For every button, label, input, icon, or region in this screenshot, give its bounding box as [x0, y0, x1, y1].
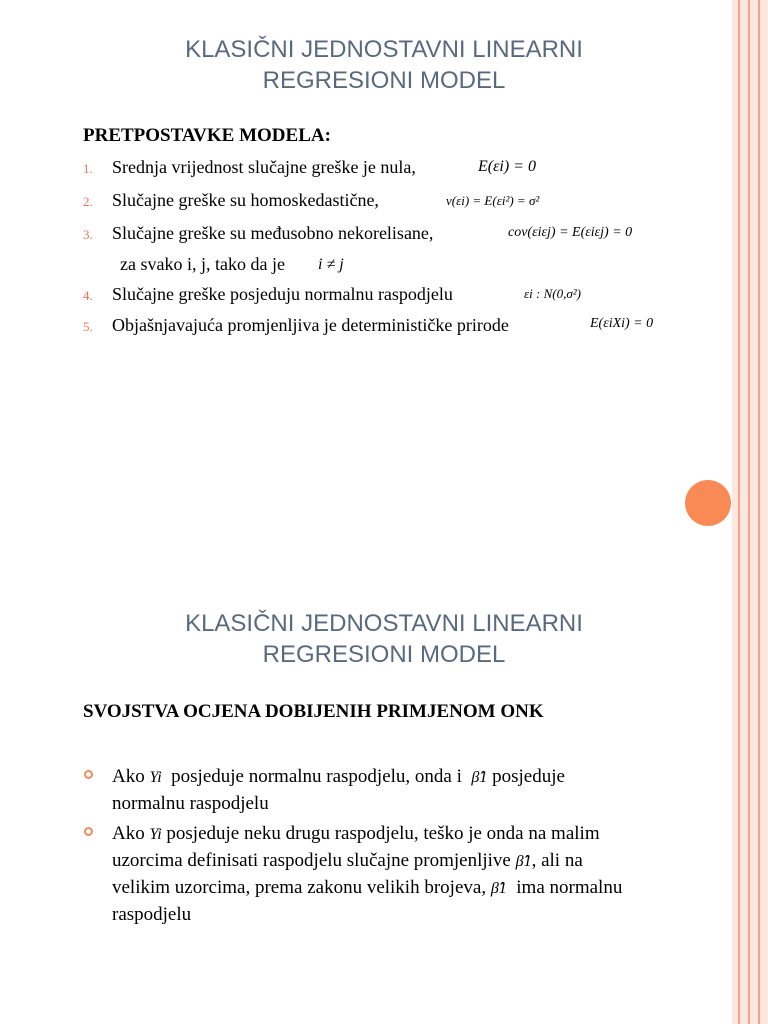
assumption-item-3	[83, 223, 433, 244]
formula-uncorrelated: cov(εiεj) = E(εiεj) = 0	[508, 225, 633, 240]
assumption-item-2	[83, 190, 379, 211]
symbol-beta-hat: β̂1	[490, 880, 507, 897]
slide-1-title	[0, 34, 768, 96]
item-text: Slučajne greške su homoskedastične,	[112, 190, 379, 210]
formula-normal-distribution: εi : N(0,σ²)	[524, 286, 581, 301]
decorative-border-line	[758, 0, 760, 1024]
item-text: Srednja vrijednost slučajne greške je nula,	[112, 157, 416, 177]
assumption-item-5	[83, 315, 509, 336]
symbol-beta-hat: β̂1	[515, 853, 532, 870]
item-text: Objašnjavajuća promjenljiva je determinističke prirode	[112, 315, 509, 335]
slide-2-title	[0, 608, 768, 670]
item-number: 5.	[83, 319, 93, 334]
item-number: 3.	[83, 227, 93, 242]
title-line-2: REGRESIONI MODEL	[262, 67, 506, 94]
formula-mean-zero: E(εi) = 0	[478, 158, 536, 175]
slide-2	[0, 512, 732, 1024]
decorative-border-line	[738, 0, 740, 1024]
condition-line	[120, 254, 285, 275]
assumption-item-4	[83, 284, 453, 305]
item-number: 2.	[83, 194, 93, 209]
properties-heading: SVOJSTVA OCJENA DOBIJENIH PRIMJENOM ONK	[83, 701, 544, 722]
symbol-y-i: Yi	[149, 769, 162, 786]
assumption-item-1	[83, 157, 416, 178]
bullet-paragraph-2: Ako Yi posjeduje neku drugu raspodjelu, teško je onda na malim uzorcima definisati raspodjelu slučajne promjenljive β̂1, ali na velikim uzorcima, prema zakonu velikih brojeva, β̂1 ima normalnu raspodjelu	[112, 823, 623, 925]
bullet-circle-icon	[84, 827, 93, 836]
formula-deterministic: E(εiXi) = 0	[590, 316, 654, 331]
item-text: Slučajne greške su međusobno nekorelisane,	[112, 223, 434, 243]
formula-homoskedastic: v(εi) = E(εi²) = σ²	[446, 193, 540, 208]
bullet-paragraph-1: Ako Yi posjeduje normalnu raspodjelu, onda i β̂1 posjeduje normalnu raspodjelu	[112, 766, 565, 814]
decorative-border-line	[748, 0, 750, 1024]
symbol-y-i: Yi	[149, 826, 162, 843]
symbol-beta-hat: β̂1	[471, 769, 488, 786]
item-number: 1.	[83, 161, 93, 176]
item-text: Slučajne greške posjeduju normalnu raspodjelu	[112, 284, 453, 304]
title-line-2: REGRESIONI MODEL	[262, 641, 506, 668]
assumptions-heading: PRETPOSTAVKE MODELA:	[83, 125, 331, 146]
slide-1	[0, 0, 732, 512]
condition-text: za svako i, j, tako da je	[120, 254, 285, 274]
bullet-circle-icon	[84, 770, 93, 779]
formula-i-not-j: i ≠ j	[318, 256, 344, 273]
title-line-1: KLASIČNI JEDNOSTAVNI LINEARNI	[185, 610, 583, 637]
item-number: 4.	[83, 288, 93, 303]
title-line-1: KLASIČNI JEDNOSTAVNI LINEARNI	[185, 36, 583, 63]
